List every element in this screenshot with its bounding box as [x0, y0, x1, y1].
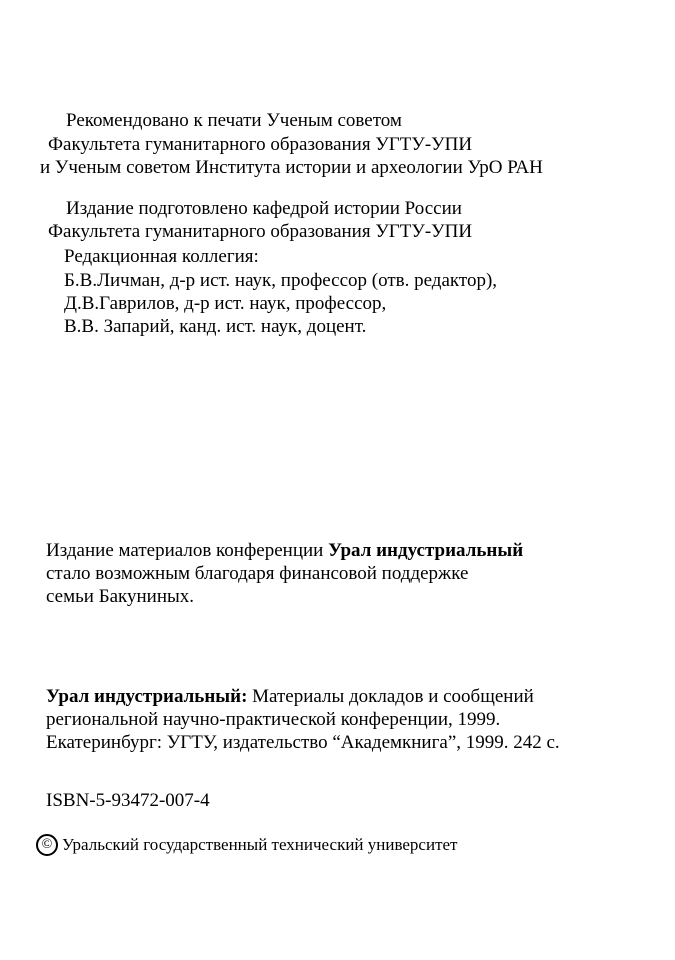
editorial-board-member: В.В. Запарий, канд. ист. наук, доцент. [64, 316, 367, 337]
recommendation-line-2: Факультета гуманитарного образования УГТУ-УПИ [48, 134, 473, 155]
sponsorship-line-1 [46, 540, 523, 562]
citation-line-2: региональной научно-практической конференции, 1999. [46, 709, 501, 730]
isbn: ISBN-5-93472-007-4 [46, 790, 210, 811]
citation-title: Урал индустриальный: [46, 686, 248, 707]
copyright-line [36, 834, 457, 856]
sponsorship-line-3: семьи Бакуниных. [46, 586, 195, 607]
editorial-board-member: Б.В.Личман, д-р ист. наук, профессор (отв. редактор), [64, 270, 498, 291]
recommendation-line-1: Рекомендовано к печати Ученым советом [66, 110, 402, 131]
citation-line-1 [46, 686, 534, 708]
editorial-board-heading: Редакционная коллегия: [64, 246, 259, 267]
sponsorship-prefix: Издание материалов конференции [46, 540, 329, 561]
sponsorship-line-2: стало возможным благодаря финансовой поддержке [46, 563, 469, 584]
conference-title: Урал индустриальный [328, 540, 524, 561]
citation-line-3: Екатеринбург: УГТУ, издательство “Академкнига”, 1999. 242 с. [46, 732, 560, 753]
preparation-line-2: Факультета гуманитарного образования УГТУ-УПИ [48, 221, 473, 242]
citation-rest: Материалы докладов и сообщений [247, 686, 534, 707]
recommendation-line-3: и Ученым советом Института истории и археологии УрО РАН [40, 157, 543, 178]
copyright-holder: Уральский государственный технический университет [62, 835, 458, 854]
preparation-line-1: Издание подготовлено кафедрой истории России [66, 198, 462, 219]
editorial-board-member: Д.В.Гаврилов, д-р ист. наук, профессор, [64, 293, 387, 314]
copyright-icon: © [36, 834, 58, 856]
